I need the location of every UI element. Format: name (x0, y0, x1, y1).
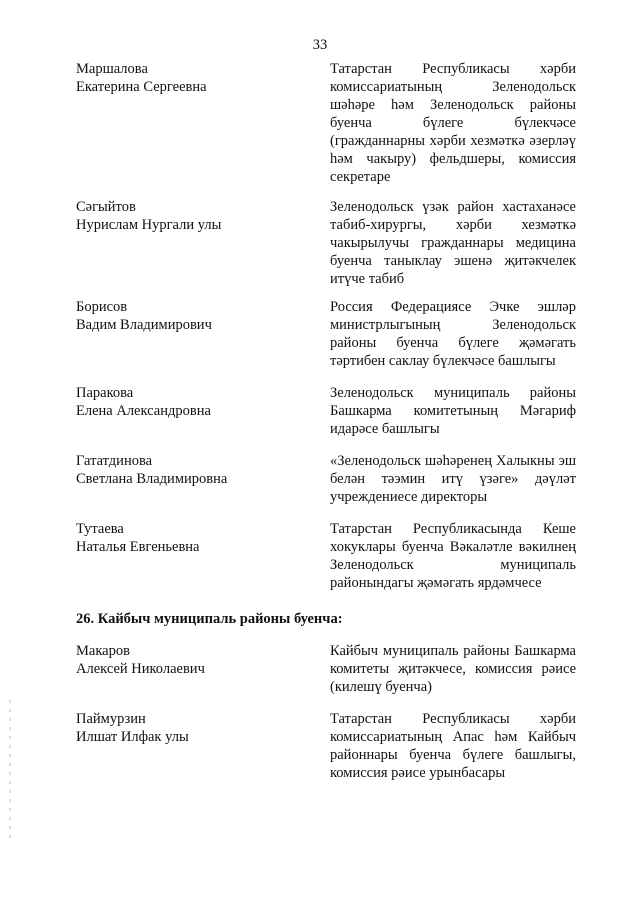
member-name (76, 60, 306, 96)
member-surname: Борисов (76, 299, 128, 315)
member-given-name: Елена Александровна (76, 403, 211, 419)
member-role: Зеленодольск муниципаль районы Башкарма комитетының Мәгариф идарәсе башлыгы (330, 385, 576, 437)
member-surname: Сәгыйтов (76, 199, 136, 215)
member-name (76, 520, 306, 556)
member-name (76, 710, 306, 746)
member-given-name: Вадим Владимирович (76, 317, 212, 333)
member-role: Кайбыч муниципаль районы Башкарма комитеты җитәкчесе, комиссия рәисе (килешү буенча) (330, 643, 576, 695)
member-given-name: Алексей Николаевич (76, 661, 205, 677)
member-name (76, 198, 306, 234)
member-role: Зеленодольск үзәк район хастаханәсе табиб-хирургы, хәрби хезмәткә чакырылучы гражданнары медицина буенча таныклау эшенә җитәкчелек итүче табиб (330, 199, 576, 287)
scan-margin-artifact (9, 700, 11, 840)
member-given-name: Екатерина Сергеевна (76, 79, 207, 95)
member-role: Россия Федерациясе Эчке эшләр министрлыгының Зеленодольск районы буенча бүлеге җәмәгать тәртибен саклау бүлекчәсе башлыгы (330, 299, 576, 369)
member-given-name: Светлана Владимировна (76, 471, 228, 487)
member-surname: Макаров (76, 643, 130, 659)
member-role: Татарстан Республикасы хәрби комиссариатының Зеленодольск шәһәре һәм Зеленодольск районы буенча бүлеге бүлекчәсе (гражданнарны хәрби хезмәткә әзерләү һәм чакыру) фельдшеры, комиссия секретаре (330, 61, 576, 185)
member-given-name: Илшат Илфак улы (76, 729, 189, 745)
member-surname: Маршалова (76, 61, 148, 77)
member-given-name: Наталья Евгеньевна (76, 539, 200, 555)
member-role: «Зеленодольск шәһәренең Халыкны эш белән тәэмин итү үзәге» дәүләт учреждениесе директоры (330, 453, 576, 505)
member-surname: Тутаева (76, 521, 124, 537)
member-surname: Паракова (76, 385, 134, 401)
member-role: Татарстан Республикасында Кеше хокуклары буенча Вәкаләтле вәкилнең Зеленодольск муниципаль районындагы җәмәгать ярдәмчесе (330, 521, 576, 591)
member-name (76, 298, 306, 334)
section-heading: 26. Кайбыч муниципаль районы буенча: (76, 611, 343, 627)
member-role: Татарстан Республикасы хәрби комиссариатының Апас һәм Кайбыч районнары буенча бүлеге башлыгы, комиссия рәисе урынбасары (330, 711, 576, 781)
member-given-name: Нурислам Нургали улы (76, 217, 222, 233)
member-surname: Паймурзин (76, 711, 146, 727)
member-name (76, 452, 306, 488)
page-number: 33 (312, 37, 328, 53)
member-surname: Гататдинова (76, 453, 153, 469)
member-name (76, 642, 306, 678)
member-name (76, 384, 306, 420)
